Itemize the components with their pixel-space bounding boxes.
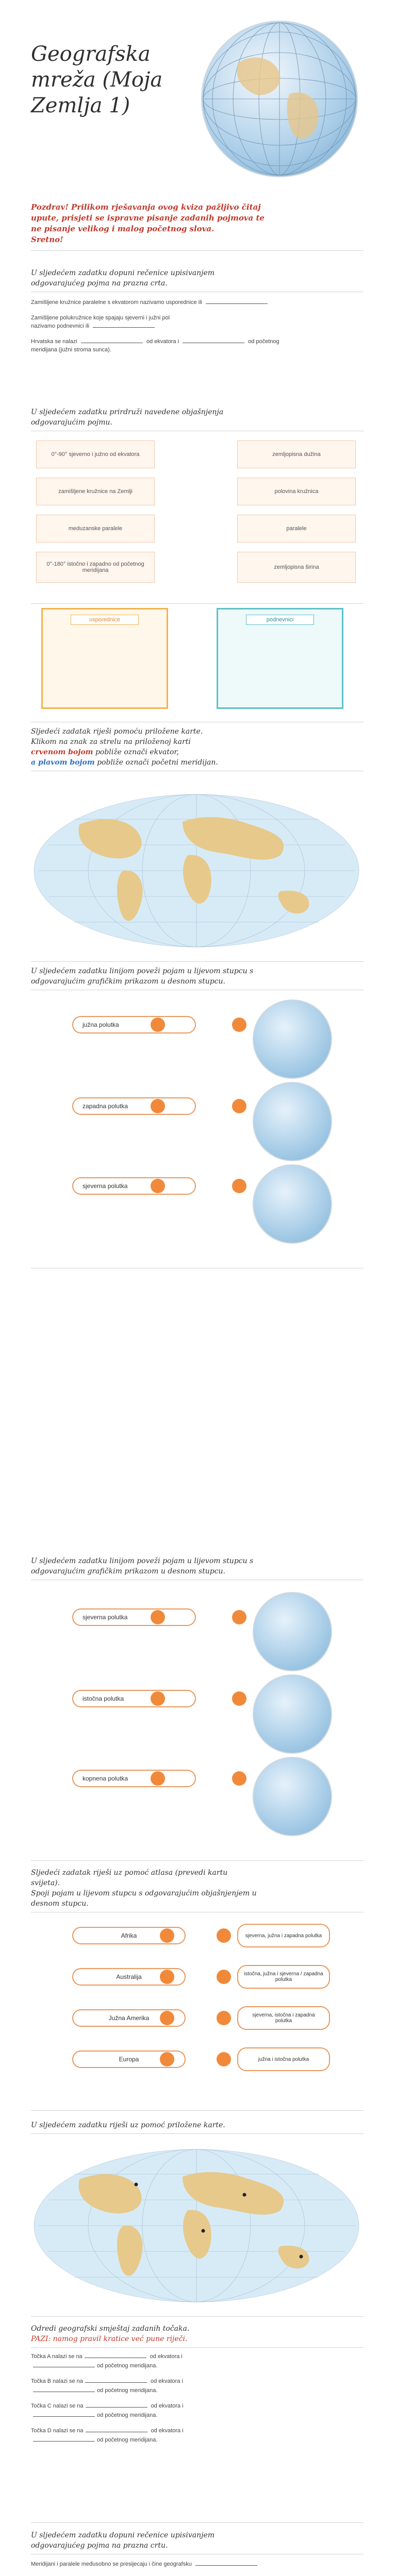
match-term[interactable] <box>72 1608 196 1626</box>
row-text: od početnog meridijana. <box>97 2387 158 2394</box>
intro-line: ne pisanje velikog i malog početnog slova. <box>31 224 214 233</box>
map-point <box>202 2229 205 2233</box>
blank-input[interactable] <box>206 303 268 304</box>
drop-zone-podnevnici[interactable] <box>217 608 343 709</box>
divider <box>31 250 364 251</box>
row-text: od ekvatora i <box>150 2378 183 2384</box>
row-text: Točka A nalazi se na <box>31 2353 82 2360</box>
q2-match-grid <box>31 440 364 590</box>
connector-dot[interactable] <box>232 1771 246 1786</box>
intro-line: Sretno! <box>31 235 63 244</box>
divider <box>31 603 364 604</box>
q8-prompt <box>31 2120 364 2130</box>
divider <box>31 2522 364 2523</box>
row-text: Točka D nalazi se na <box>31 2428 84 2434</box>
connector-dot[interactable] <box>160 1928 174 1943</box>
blank-input[interactable] <box>33 2441 95 2442</box>
divider <box>31 2347 364 2348</box>
title-line: Geografska <box>31 42 151 66</box>
hemisphere-description[interactable] <box>237 1924 330 1947</box>
map-point <box>300 2255 303 2259</box>
sentence-text: od ekvatora i <box>146 338 179 345</box>
point-row <box>31 2426 364 2445</box>
prompt-line: odgovarajućim pojmu. <box>31 418 112 427</box>
title-line: Zemlja 1) <box>31 94 130 117</box>
divider-wrap <box>31 719 364 723</box>
divider <box>31 2133 364 2134</box>
connector-dot[interactable] <box>217 1970 231 1984</box>
prompt-line: U sljedećem zadatku riješi uz pomoć priložene karte. <box>31 2121 225 2129</box>
hemisphere-description[interactable] <box>237 2006 330 2030</box>
sentence-text: od početnog <box>248 338 279 345</box>
connector-dot[interactable] <box>151 1691 165 1706</box>
q4-prompt: Sljedeći zadatak riješi pomoću priložene karte. Klikom na znak za strelu na priloženoj karti crvenom bojom pobliže označi ekvator, a plavom bojom pobliže označi početni meridijan. <box>31 726 364 768</box>
divider-wrap <box>31 600 364 605</box>
connector-dot[interactable] <box>217 2052 231 2066</box>
match-term[interactable] <box>72 1690 196 1707</box>
term-label: Afrika <box>121 1932 137 1939</box>
sentence-text: Zamišljene kružnice paralelne s ekvatorom nazivamo usporednice ili <box>31 299 202 306</box>
q6-prompt <box>31 1556 364 1577</box>
divider <box>31 2110 364 2111</box>
header <box>31 21 364 175</box>
connector-dot[interactable] <box>160 1970 174 1984</box>
world-map-svg <box>33 2148 360 2303</box>
sentence-text: Zamišljene polukružnice koje spajaju sjeverni i južni pol <box>31 315 170 321</box>
quiz-title <box>31 41 162 118</box>
globe-image <box>201 21 358 177</box>
blank-input[interactable] <box>93 327 155 328</box>
q7-prompt <box>31 1868 364 1909</box>
match-card-left[interactable]: 0°-180° istočno i zapadno od početnog meridijana <box>36 552 155 583</box>
match-card-left[interactable]: meduzanske paralele <box>36 515 155 543</box>
prompt-line: U sljedećem zadatku dopuni rečenice upisivanjem <box>31 2531 215 2539</box>
prompt-line: Odredi geografski smještaj zadanih točaka. <box>31 2325 190 2333</box>
row-text: od početnog meridijana. <box>97 2412 158 2418</box>
connector-dot[interactable] <box>232 1099 246 1113</box>
prompt-line: odgovarajućim grafičkim prikazom u desnom stupcu. <box>31 977 226 986</box>
row-text: od početnog meridijana. <box>97 2363 158 2369</box>
prompt-line: svijeta). <box>31 1879 60 1887</box>
q7-match <box>31 1927 364 2112</box>
row-text: od početnog meridijana. <box>97 2437 158 2443</box>
hemisphere-image[interactable] <box>253 1082 332 1161</box>
blank-input[interactable] <box>33 2416 95 2417</box>
hemisphere-description[interactable] <box>237 2047 330 2071</box>
prompt-blue: a plavom bojom <box>31 758 95 767</box>
question-9 <box>31 2324 364 2451</box>
hemisphere-image[interactable] <box>253 1592 332 1671</box>
connector-dot[interactable] <box>151 1018 165 1032</box>
q1-prompt <box>31 268 364 289</box>
term-label: zapadna polutka <box>82 1103 128 1110</box>
description-label: istočna, južna i sjeverna / zapadna polutka <box>244 1971 323 1982</box>
prompt-warning: PAZI: namog pravil kratice već pune riječi. <box>31 2335 188 2343</box>
match-term[interactable] <box>72 1770 196 1787</box>
intro-line: Pozdrav! Prilikom rješavanja ovog kviza pažljivo čitaj <box>31 202 261 212</box>
title-line: mreža (Moja <box>31 68 163 92</box>
match-card-right[interactable]: zemljopisna dužina <box>237 440 356 468</box>
row-text: Točka C nalazi se na <box>31 2403 84 2409</box>
match-term[interactable] <box>72 1016 196 1033</box>
prompt-line: U sljedećem zadatku linijom poveži pojam u lijevom stupcu s <box>31 967 254 975</box>
blank-input[interactable] <box>86 2407 147 2408</box>
prompt-line: Sljedeći zadatak riješi pomoću priložene karte. <box>31 727 203 736</box>
hemisphere-image[interactable] <box>253 1164 332 1244</box>
question-10 <box>31 2519 364 2576</box>
divider-wrap <box>31 1265 364 1269</box>
point-row <box>31 2352 364 2370</box>
connector-dot[interactable] <box>151 1610 165 1624</box>
question-8 <box>31 2120 364 2135</box>
term-label: Australija <box>116 1973 142 1980</box>
q5-prompt <box>31 966 364 987</box>
divider <box>31 2316 364 2317</box>
hemisphere-image[interactable] <box>253 1757 332 1836</box>
description-label: sjeverna, istočna i zapadna polutka <box>252 2012 315 2024</box>
divider-wrap <box>31 958 364 963</box>
globe-graticule <box>202 22 357 176</box>
prompt-red: crvenom bojom <box>31 748 93 756</box>
world-map-2 <box>33 2148 360 2303</box>
drop-zone-usporednice[interactable] <box>41 608 168 709</box>
match-card-left[interactable]: 0°-90° sjeverno i južno od ekvatora <box>36 440 155 468</box>
match-card-left[interactable]: zamišljene kružnice na Zemlji <box>36 478 155 505</box>
connector-dot[interactable] <box>232 1691 246 1706</box>
point-row <box>31 2401 364 2420</box>
intro-text <box>31 202 364 245</box>
prompt-line: desnom stupcu. <box>31 1900 89 1908</box>
description-label: južna i istočna polutka <box>258 2056 309 2062</box>
term-label: sjeverna polutka <box>82 1614 128 1621</box>
match-card-right[interactable]: polovina kružnica <box>237 478 356 505</box>
connector-dot[interactable] <box>151 1179 165 1193</box>
map-point <box>135 2183 138 2187</box>
row-text: od ekvatora i <box>151 2403 184 2409</box>
intro-box <box>31 202 364 252</box>
prompt-line: odgovarajućim grafičkim prikazom u desnom stupcu. <box>31 1567 226 1575</box>
sentence-text: Meridijani i paralele međusobno se presijecaju i čine geografsku <box>31 2561 192 2567</box>
match-card-right[interactable]: zemljopisna širina <box>237 552 356 583</box>
match-term[interactable] <box>72 1097 196 1115</box>
connector-dot[interactable] <box>232 1018 246 1032</box>
hemisphere-description[interactable] <box>237 1965 330 1989</box>
prompt-line: Klikom na znak za strelu na priloženoj karti <box>31 738 191 746</box>
connector-dot[interactable] <box>160 2052 174 2066</box>
q10-prompt <box>31 2530 364 2551</box>
intro-line: upute, prisjeti se ispravne pisanje zadanih pojmova te <box>31 213 265 223</box>
connector-dot[interactable] <box>217 1928 231 1943</box>
sentence-text: meridijana (južni stroma sunca). <box>31 347 111 353</box>
prompt-line: odgovarajućeg pojma na prazna crtu. <box>31 2541 168 2550</box>
q6-match <box>31 1592 364 1850</box>
divider-wrap <box>31 2107 364 2112</box>
prompt-line: U sljedećem zadatku linijom poveži pojam u lijevom stupcu s <box>31 1557 254 1565</box>
connector-dot[interactable] <box>160 2011 174 2025</box>
hemisphere-image[interactable] <box>253 1674 332 1754</box>
question-7 <box>31 1868 364 1913</box>
question-4 <box>31 726 364 772</box>
prompt-line: U sljedećem zadatku prirdruži navedene objašnjenja <box>31 408 224 416</box>
row-text: od ekvatora i <box>151 2428 184 2434</box>
connector-dot[interactable] <box>151 1099 165 1113</box>
prompt-line: U sljedećem zadatku dopuni rečenice upisivanjem <box>31 269 215 277</box>
term-label: kopnena polutka <box>82 1775 128 1782</box>
connector-dot[interactable] <box>232 1179 246 1193</box>
connector-dot[interactable] <box>217 2011 231 2025</box>
question-5 <box>31 966 364 991</box>
prompt-line: Sljedeći zadatak riješi uz pomoć atlasa (prevedi kartu <box>31 1869 228 1877</box>
match-card-right[interactable]: paralele <box>237 515 356 543</box>
term-label: Južna Amerika <box>108 2014 150 2022</box>
sentence-text: Hrvatska se nalazi <box>31 338 77 345</box>
question-6 <box>31 1556 364 1581</box>
q2-prompt <box>31 407 364 428</box>
divider <box>31 1860 364 1861</box>
connector-dot[interactable] <box>232 1610 246 1624</box>
prompt-line: odgovarajućeg pojma na prazna crta. <box>31 279 168 287</box>
term-label: istočna polutka <box>82 1695 124 1702</box>
description-label: sjeverna, južna i zapadna polutka <box>245 1933 322 1939</box>
question-3 <box>41 608 351 711</box>
connector-dot[interactable] <box>151 1771 165 1786</box>
divider-wrap <box>31 2313 364 2318</box>
row-text: Točka B nalazi se na <box>31 2378 83 2384</box>
term-label: sjeverna polutka <box>82 1182 128 1190</box>
row-text: od ekvatora i <box>150 2353 183 2360</box>
term-label: južna polutka <box>82 1021 119 1028</box>
sentence-text: nazivamo podnevnici ili <box>31 323 90 329</box>
hemisphere-image[interactable] <box>253 999 332 1079</box>
question-1 <box>31 268 364 354</box>
blank-input[interactable] <box>85 2382 147 2383</box>
term-label: Europa <box>119 2056 139 2063</box>
drop-zone-label: usporednice <box>71 615 139 625</box>
q5-match <box>31 999 364 1257</box>
match-term[interactable] <box>72 1177 196 1195</box>
prompt-line: Spoji pojam u lijevom stupcu s odgovarajućim objašnjenjem u <box>31 1889 257 1897</box>
divider-wrap <box>31 1857 364 1862</box>
map-point <box>243 2193 246 2197</box>
blank-input[interactable] <box>195 2565 257 2566</box>
question-2 <box>31 407 364 432</box>
world-map-svg[interactable] <box>33 793 360 948</box>
divider <box>31 961 364 962</box>
q9-prompt <box>31 2324 364 2344</box>
world-map-1[interactable] <box>33 793 360 948</box>
point-row <box>31 2377 364 2395</box>
drop-zone-label: podnevnici <box>246 615 314 625</box>
